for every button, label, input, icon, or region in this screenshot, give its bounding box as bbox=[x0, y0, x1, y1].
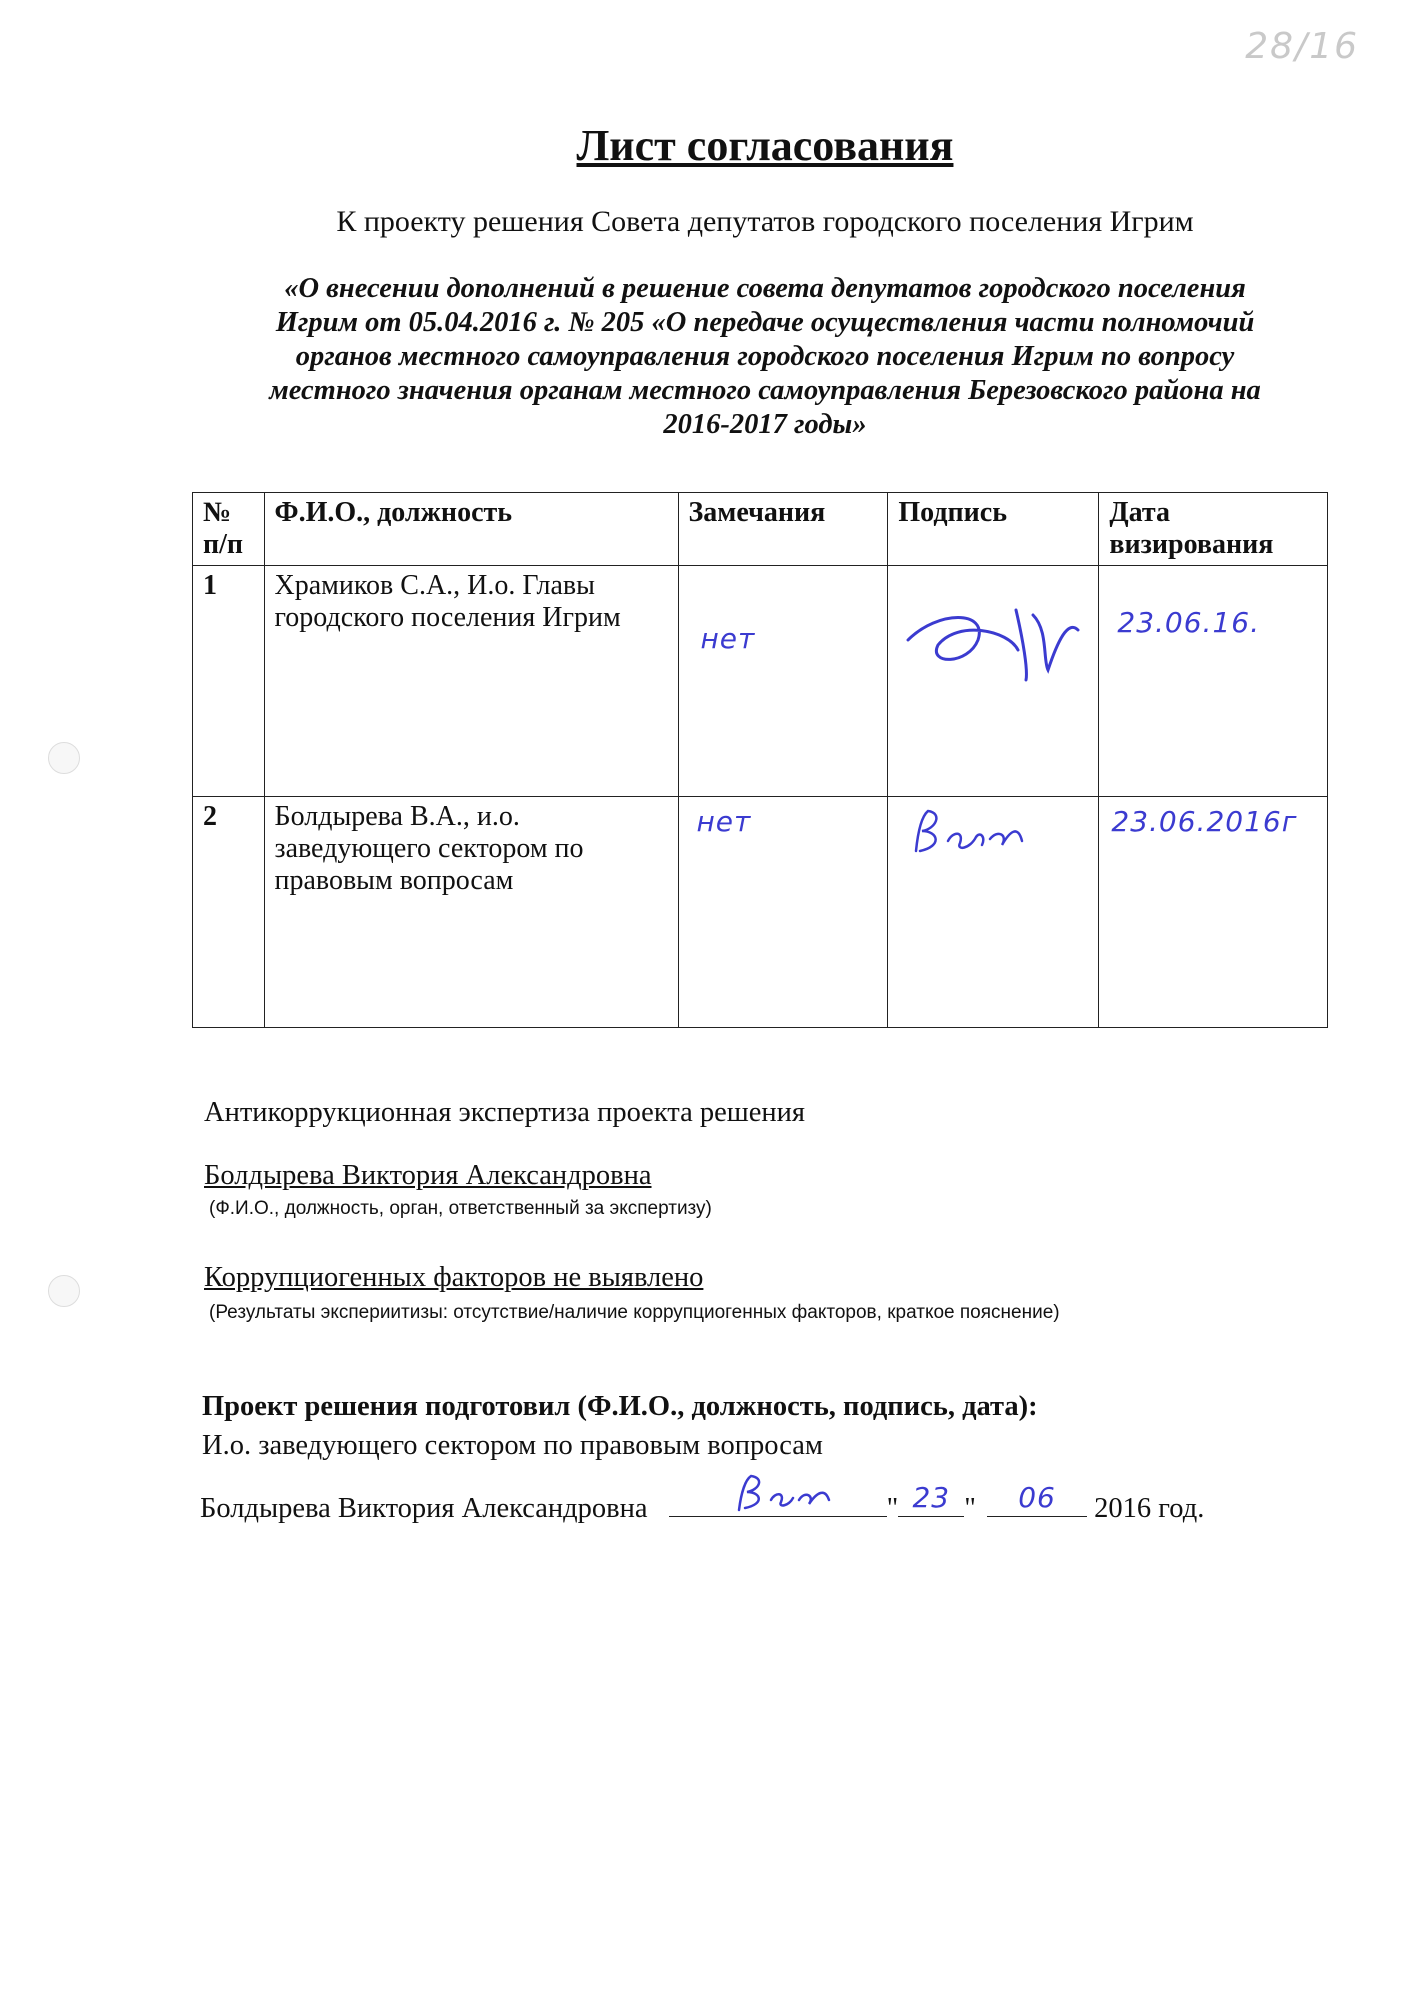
expert-caption: (Ф.И.О., должность, орган, ответственный за экспертизу) bbox=[209, 1198, 712, 1219]
punch-hole bbox=[48, 1275, 80, 1307]
page-subtitle: К проекту решения Совета депутатов городского поселения Игрим bbox=[336, 205, 1194, 238]
table-row bbox=[193, 797, 1328, 1028]
header-signature: Подпись bbox=[888, 493, 1099, 566]
document-name-line: органов местного самоуправления городского поселения Игрим по вопросу bbox=[295, 340, 1235, 372]
handwritten-date: 23.06.2016г bbox=[1111, 805, 1298, 838]
signature-mark bbox=[898, 801, 1048, 861]
document-name bbox=[200, 272, 1330, 442]
handwritten-date: 23.06.16. bbox=[1117, 606, 1260, 639]
signature-mark bbox=[731, 1470, 841, 1514]
header-name: Ф.И.О., должность bbox=[264, 493, 678, 566]
handwritten-month: 06 bbox=[1018, 1481, 1056, 1514]
expertise-result-caption: (Результаты экспериитизы: отсутствие/наличие коррупциогенных факторов, краткое пояснение) bbox=[209, 1302, 1060, 1323]
header-remarks: Замечания bbox=[678, 493, 888, 566]
row-name: Храмиков С.А., И.о. Главы городского поселения Игрим bbox=[264, 566, 678, 797]
row-num: 2 bbox=[193, 797, 265, 1028]
prepared-heading: Проект решения подготовил (Ф.И.О., должность, подпись, дата): bbox=[202, 1391, 1038, 1422]
expertise-heading: Антикоррукционная экспертиза проекта решения bbox=[204, 1097, 805, 1128]
document-name-line: местного значения органам местного самоуправления Березовского района на bbox=[269, 374, 1261, 406]
prepared-name: Болдырева Виктория Александровна bbox=[200, 1493, 648, 1524]
row-num: 1 bbox=[193, 566, 265, 797]
row-remarks bbox=[678, 566, 888, 797]
handwritten-remarks: нет bbox=[696, 805, 752, 838]
table-row bbox=[193, 566, 1328, 797]
handwritten-remarks: нет bbox=[700, 622, 756, 655]
document-name-line: Игрим от 05.04.2016 г. № 205 «О передаче осуществления части полномочий bbox=[275, 306, 1255, 338]
page-title: Лист согласования bbox=[576, 121, 954, 170]
expert-name: Болдырева Виктория Александровна bbox=[204, 1160, 652, 1191]
header-num: № п/п bbox=[193, 493, 265, 566]
prepared-position: И.о. заведующего сектором по правовым вопросам bbox=[202, 1430, 823, 1461]
row-signature bbox=[888, 566, 1099, 797]
expertise-result: Коррупциогенных факторов не выявлено bbox=[204, 1262, 704, 1293]
row-date bbox=[1099, 797, 1328, 1028]
table-header-row bbox=[193, 493, 1328, 566]
handwritten-day: 23 bbox=[912, 1481, 951, 1514]
year-text: 2016 год. bbox=[1094, 1493, 1205, 1524]
document-name-line: 2016-2017 годы» bbox=[663, 408, 867, 440]
document-name-line: «О внесении дополнений в решение совета депутатов городского поселения bbox=[284, 273, 1246, 304]
prepared-signature-line bbox=[200, 1481, 1205, 1525]
row-signature bbox=[888, 797, 1099, 1028]
header-date: Дата визирования bbox=[1099, 493, 1328, 566]
day-blank bbox=[898, 1481, 964, 1517]
page-number: 28/16 bbox=[1245, 26, 1359, 67]
signature-blank bbox=[669, 1516, 887, 1517]
row-name: Болдырева В.А., и.о. заведующего сектором по правовым вопросам bbox=[264, 797, 678, 1028]
month-blank bbox=[987, 1481, 1087, 1517]
signature-mark bbox=[898, 570, 1088, 710]
row-remarks bbox=[678, 797, 888, 1028]
punch-hole bbox=[48, 742, 80, 774]
row-date bbox=[1099, 566, 1328, 797]
quote-mark: " bbox=[886, 1493, 899, 1524]
quote-mark: " bbox=[964, 1493, 976, 1524]
approval-table bbox=[192, 492, 1328, 1028]
